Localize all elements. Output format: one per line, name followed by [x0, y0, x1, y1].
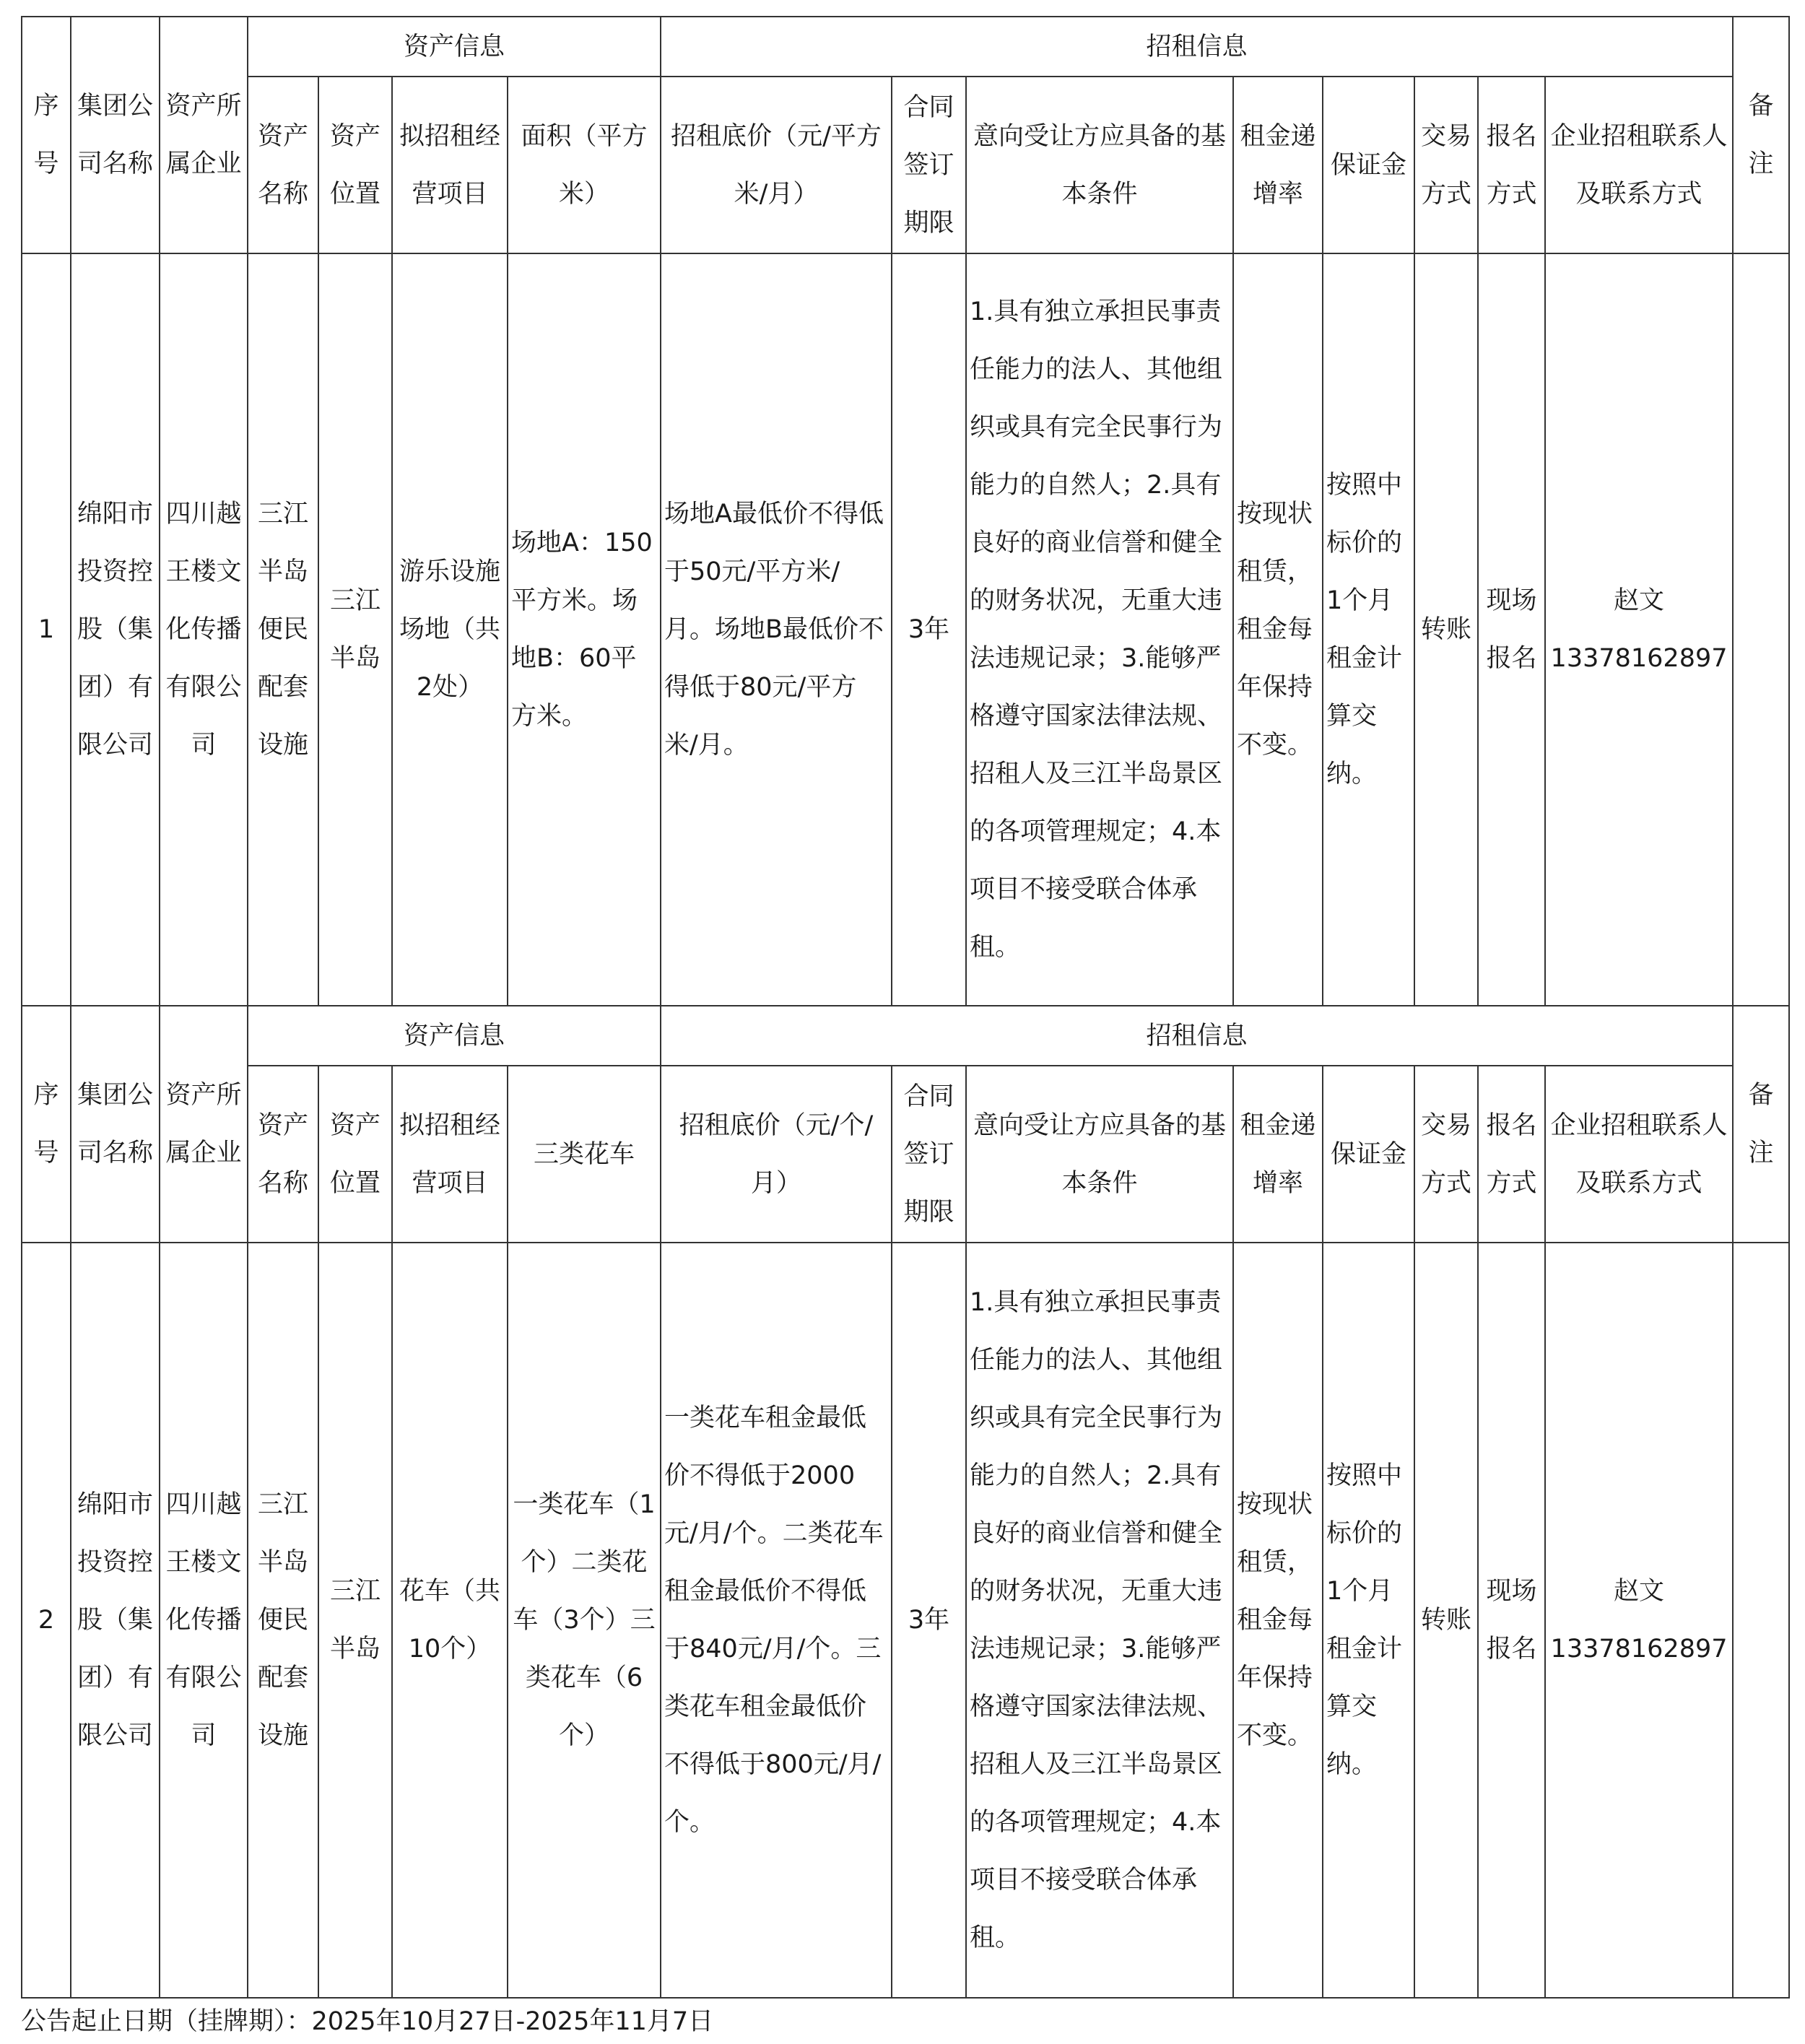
header-signup: 报名方式	[1478, 77, 1545, 253]
header-asset-info: 资产信息	[248, 17, 661, 77]
row-conditions: 1.具有独立承担民事责任能力的法人、其他组织或具有完全民事行为能力的自然人；2.具有良好的商业信誉和健全的财务状况，无重大违法违规记录；3.能够严格遵守国家法律法规、招租人及三江半岛景区的各项管理规定；4.本项目不接受联合体承租。	[966, 1243, 1233, 1998]
row-group: 绵阳市投资控股（集团）有限公司	[71, 253, 160, 1006]
row-price: 场地A最低价不得低于50元/平方米/月。场地B最低价不得低于80元/平方米/月。	[661, 253, 892, 1006]
header-deposit: 保证金	[1323, 77, 1414, 253]
header-deposit: 保证金	[1323, 1066, 1414, 1243]
rental-table	[21, 16, 1790, 1999]
row-area: 场地A：150平方米。场地B：60平方米。	[508, 253, 661, 1006]
header-term: 合同签订期限	[892, 1066, 966, 1243]
row-trade: 转账	[1414, 253, 1478, 1006]
header-remark: 备注	[1733, 1006, 1789, 1243]
header-asset-location: 资产位置	[318, 77, 392, 253]
announcement-period: 公告起止日期（挂牌期）：2025年10月27日-2025年11月7日	[21, 2007, 714, 2036]
header-contact: 企业招租联系人及联系方式	[1545, 1066, 1733, 1243]
header-base-price: 招租底价（元/平方米/月）	[661, 77, 892, 253]
row-area: 一类花车（1个）二类花车（3个）三类花车（6个）	[508, 1243, 661, 1998]
row-asset-name: 三江半岛便民配套设施	[248, 1243, 318, 1998]
header-contact: 企业招租联系人及联系方式	[1545, 77, 1733, 253]
row-project: 游乐设施场地（共2处）	[392, 253, 508, 1006]
row-asset-location: 三江半岛	[318, 1243, 392, 1998]
row-remark	[1733, 1243, 1789, 1998]
row-enterprise: 四川越王楼文化传播有限公司	[160, 1243, 248, 1998]
row-deposit: 按照中标价的1个月租金计算交纳。	[1323, 253, 1414, 1006]
header-asset-name: 资产名称	[248, 77, 318, 253]
header-base-price: 招租底价（元/个/月）	[661, 1066, 892, 1243]
row-increase: 按现状租赁，租金每年保持不变。	[1233, 253, 1323, 1006]
header-project: 拟招租经营项目	[392, 77, 508, 253]
row-contact	[1545, 1243, 1733, 1998]
header-conditions: 意向受让方应具备的基本条件	[966, 77, 1233, 253]
header-asset-name: 资产名称	[248, 1066, 318, 1243]
contact-name: 赵文	[1614, 1577, 1665, 1606]
row-group: 绵阳市投资控股（集团）有限公司	[71, 1243, 160, 1998]
header-project: 拟招租经营项目	[392, 1066, 508, 1243]
row-deposit: 按照中标价的1个月租金计算交纳。	[1323, 1243, 1414, 1998]
header-seq: 序号	[22, 17, 71, 253]
header-enterprise: 资产所属企业	[160, 17, 248, 253]
header-asset-info: 资产信息	[248, 1006, 661, 1066]
header-increase: 租金递增率	[1233, 77, 1323, 253]
row-increase: 按现状租赁，租金每年保持不变。	[1233, 1243, 1323, 1998]
header-group: 集团公司名称	[71, 17, 160, 253]
header-category: 三类花车	[508, 1066, 661, 1243]
row-signup: 现场报名	[1478, 1243, 1545, 1998]
row-remark	[1733, 253, 1789, 1006]
row-asset-location: 三江半岛	[318, 253, 392, 1006]
header-area: 面积（平方米）	[508, 77, 661, 253]
row-project: 花车（共10个）	[392, 1243, 508, 1998]
row-price: 一类花车租金最低价不得低于2000元/月/个。二类花车租金最低价不得低于840元/月/个。三类花车租金最低价不得低于800元/月/个。	[661, 1243, 892, 1998]
row-signup: 现场报名	[1478, 253, 1545, 1006]
table-row	[22, 1243, 1789, 1998]
row-conditions: 1.具有独立承担民事责任能力的法人、其他组织或具有完全民事行为能力的自然人；2.具有良好的商业信誉和健全的财务状况，无重大违法违规记录；3.能够严格遵守国家法律法规、招租人及三江半岛景区的各项管理规定；4.本项目不接受联合体承租。	[966, 253, 1233, 1006]
header-term: 合同签订期限	[892, 77, 966, 253]
header-trade: 交易方式	[1414, 1066, 1478, 1243]
header-enterprise: 资产所属企业	[160, 1006, 248, 1243]
table-row	[22, 253, 1789, 1006]
header-rent-info: 招租信息	[661, 17, 1733, 77]
row-term: 3年	[892, 253, 966, 1006]
header-trade: 交易方式	[1414, 77, 1478, 253]
contact-name: 赵文	[1614, 586, 1665, 615]
header-seq: 序号	[22, 1006, 71, 1243]
header-conditions: 意向受让方应具备的基本条件	[966, 1066, 1233, 1243]
row-contact	[1545, 253, 1733, 1006]
header-rent-info: 招租信息	[661, 1006, 1733, 1066]
contact-phone: 13378162897	[1550, 644, 1728, 673]
row-enterprise: 四川越王楼文化传播有限公司	[160, 253, 248, 1006]
header-asset-location: 资产位置	[318, 1066, 392, 1243]
row-term: 3年	[892, 1243, 966, 1998]
row-trade: 转账	[1414, 1243, 1478, 1998]
header-group: 集团公司名称	[71, 1006, 160, 1243]
header-signup: 报名方式	[1478, 1066, 1545, 1243]
row-seq: 1	[22, 253, 71, 1006]
row-asset-name: 三江半岛便民配套设施	[248, 253, 318, 1006]
row-seq: 2	[22, 1243, 71, 1998]
header-remark: 备注	[1733, 17, 1789, 253]
contact-phone: 13378162897	[1550, 1635, 1728, 1664]
header-increase: 租金递增率	[1233, 1066, 1323, 1243]
